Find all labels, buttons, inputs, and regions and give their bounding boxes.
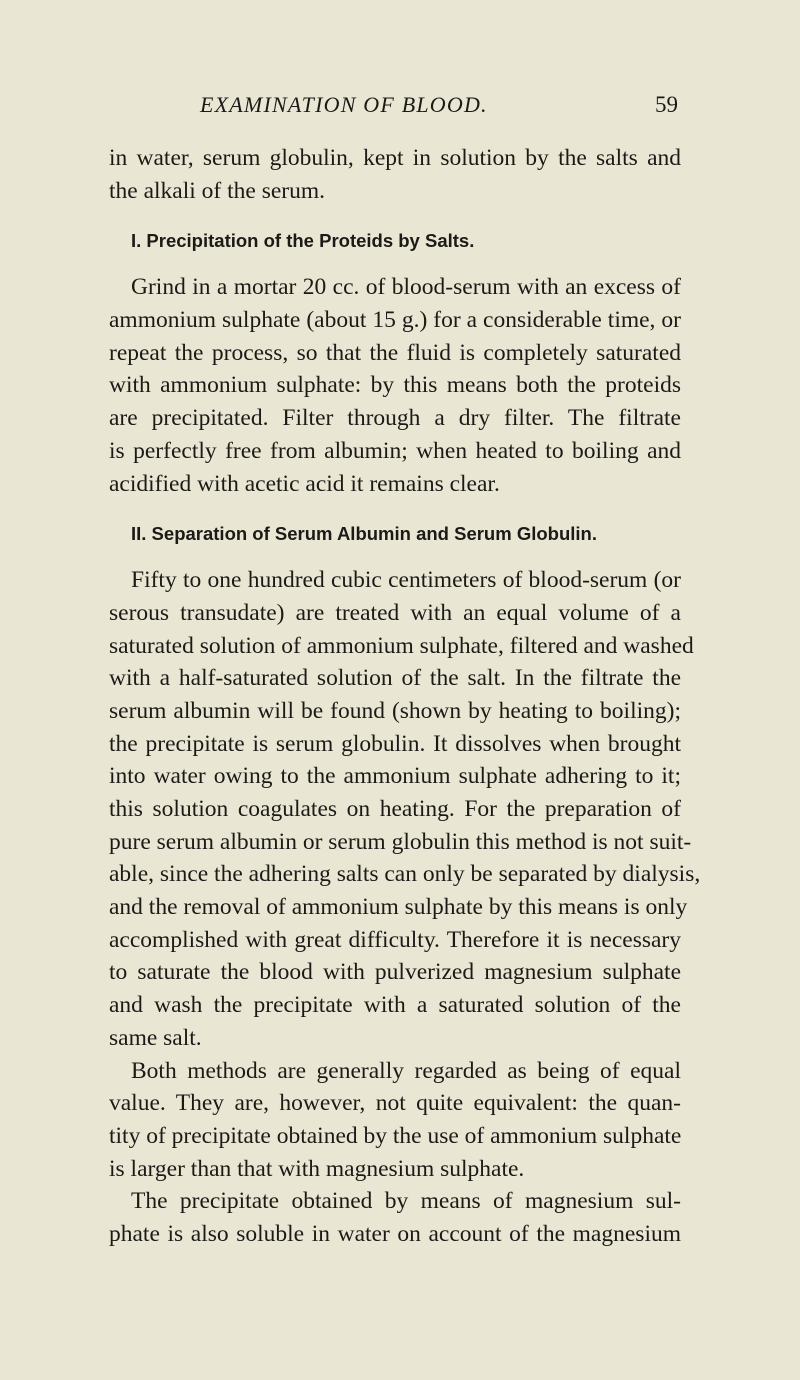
running-title: EXAMINATION OF BLOOD. (200, 92, 488, 117)
page-number: 59 (655, 92, 678, 117)
text-line: same salt. (109, 1024, 202, 1051)
text-line: and wash the precipitate with a saturated solution of the (109, 992, 681, 1019)
text-line: are precipitated. Filter through a dry filter. The filtrate (109, 405, 681, 432)
intro-paragraph (109, 142, 681, 207)
section-1-paragraph (109, 271, 681, 500)
text-line: is larger than that with magnesium sulphate. (109, 1155, 525, 1182)
running-head (0, 92, 800, 122)
text-line: phate is also soluble in water on account of the magnesium (109, 1220, 681, 1247)
text-line: The precipitate obtained by means of magnesium sul- (131, 1188, 681, 1215)
text-line: the alkali of the serum. (109, 177, 325, 204)
text-line: serum albumin will be found (shown by heating to boiling); (109, 697, 681, 724)
text-line: ammonium sulphate (about 15 g.) for a considerable time, or (109, 307, 681, 334)
text-line: Both methods are generally regarded as being of equal (131, 1057, 681, 1084)
text-line: the precipitate is serum globulin. It dissolves when brought (109, 730, 681, 757)
page-body (109, 142, 701, 1251)
text-line: acidified with acetic acid it remains clear. (109, 470, 500, 497)
text-line: with a half-saturated solution of the salt. In the filtrate the (109, 665, 681, 692)
section-heading-2: II. Separation of Serum Albumin and Serum Globulin. (131, 523, 597, 545)
text-line: and the removal of ammonium sulphate by this means is only (109, 894, 688, 921)
text-line: accomplished with great difficulty. Therefore it is necessary (109, 926, 681, 953)
text-line: this solution coagulates on heating. For the preparation of (109, 796, 681, 822)
text-line: serous transudate) are treated with an equal volume of a (109, 599, 681, 626)
text-line: is perfectly free from albumin; when heated to boiling and (109, 437, 681, 464)
text-line: with ammonium sulphate: by this means both the proteids (109, 372, 681, 399)
text-line: into water owing to the ammonium sulphate adhering to it; (109, 763, 681, 790)
text-line: value. They are, however, not quite equivalent: the quan- (109, 1090, 681, 1117)
text-line: pure serum albumin or serum globulin this method is not suit- (109, 828, 692, 855)
text-line: saturated solution of ammonium sulphate, filtered and washed (109, 632, 694, 659)
text-line: Grind in a mortar 20 cc. of blood-serum with an excess of (131, 274, 681, 301)
text-line: Fifty to one hundred cubic centimeters of blood-serum (or (131, 567, 681, 594)
section-2-paragraph-1 (109, 564, 701, 1054)
text-line: able, since the adhering salts can only be separated by dialysis, (109, 861, 701, 888)
text-line: to saturate the blood with pulverized magnesium sulphate (109, 959, 681, 986)
text-line: tity of precipitate obtained by the use of ammonium sulphate (109, 1122, 682, 1149)
section-2-paragraph-2 (109, 1055, 681, 1186)
text-line: in water, serum globulin, kept in solution by the salts and (109, 145, 681, 171)
section-heading-1: I. Precipitation of the Proteids by Salts. (131, 230, 475, 252)
section-2-paragraph-3 (109, 1185, 681, 1250)
text-line: repeat the process, so that the fluid is completely saturated (109, 339, 681, 366)
